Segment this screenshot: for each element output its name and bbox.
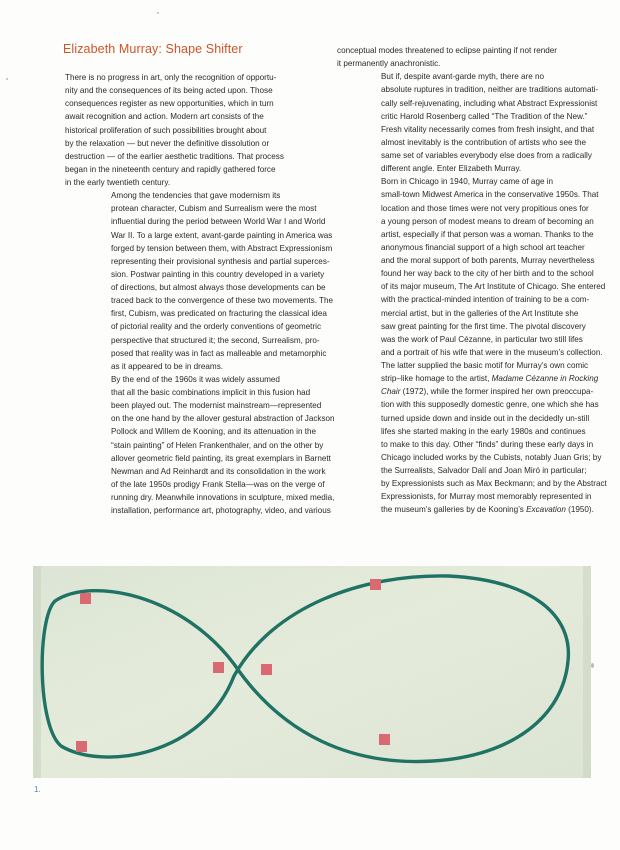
pink-square: [379, 734, 390, 745]
pink-square: [261, 664, 272, 675]
text-line: Pollock and Willem de Kooning, and its attenuation in the: [111, 427, 317, 437]
text-line: running dry. Meanwhile innovations in sculpture, mixed media,: [111, 493, 335, 502]
text-line: But if, despite avant-garde myth, there are no: [381, 72, 545, 82]
text-line: traced back to the convergence of these two movements. The: [111, 296, 334, 306]
text-line: and the moral support of both parents, Murray nevertheless: [381, 256, 595, 265]
text-line: of directions, but almost always those developments can be: [111, 283, 326, 292]
text-line: it permanently anachronistic.: [337, 59, 441, 69]
text-line: consequences register as new opportunities, which in turn: [65, 99, 274, 109]
text-line: by the relaxation — but never the definitive dissolution or: [65, 138, 270, 148]
paragraph: [65, 373, 335, 517]
text-line: of the late 1950s prodigy Frank Stella—was on the verge of: [111, 479, 325, 489]
artwork-infinity-painting: [33, 566, 591, 778]
text-line: of its major museum, The Art Institute of Chicago. She entered: [381, 282, 606, 292]
text-line: as it appeared to be in dreams.: [111, 361, 224, 371]
text-line: different angle. Enter Elizabeth Murray.: [381, 164, 522, 174]
text-line: with the practical-minded intention of training to be a com-: [381, 295, 590, 305]
text-line: Chair (1972), while the former inspired her own preoccupa-: [381, 387, 594, 397]
text-line: nity and the consequences of its being acted upon. Those: [65, 86, 273, 96]
text-line: anonymous financial support of a high school art teacher: [381, 242, 585, 252]
text-line: location and those times were not very propitious ones for: [381, 203, 589, 213]
text-line: mercial artist, but in the galleries of the Art Institute she: [381, 308, 579, 318]
text-line: forged by tension between them, with Abstract Expressionism: [111, 243, 333, 253]
text-line: Expressionists, for Murray most memorably represented in: [381, 492, 592, 502]
text-line: in the early twentieth century.: [65, 178, 171, 187]
text-line: War II. To a large extent, avant-garde painting in America was: [111, 230, 333, 240]
pink-square: [213, 662, 224, 673]
text-line: began in the nineteenth century and rapidly gathered force: [65, 164, 276, 174]
text-line: protean character, Cubism and Surrealism were the most: [111, 204, 317, 214]
text-line: influential during the period between World War I and World: [111, 217, 326, 227]
text-line: posed that reality was in fact as malleable and metamorphic: [111, 348, 327, 358]
text-line: and a portrait of his wife that were in the museum’s collection.: [381, 347, 603, 357]
text-line: was the work of Paul Cézanne, in particular two still lifes: [381, 334, 583, 344]
text-line: the Surrealists, Salvador Dalí and Joan Miró in particular;: [381, 466, 587, 475]
text-line: Fresh vitality necessarily comes from fresh insight, and that: [381, 124, 595, 134]
text-line: strip–like homage to the artist, Madame Cézanne in Rocking: [381, 374, 599, 384]
text-line: Among the tendencies that gave modernism its: [111, 191, 281, 201]
text-line: “stain painting” of Helen Frankenthaler, and on the other by: [111, 440, 324, 450]
text-line: allover geometric field painting, its great exemplars in Barnett: [111, 453, 331, 463]
paragraph: [337, 175, 607, 516]
text-line: representing their provisional synthesis and partial superces-: [111, 256, 330, 266]
text-line: Chicago included works by the Cubists, notably Juan Gris; by: [381, 452, 602, 462]
paragraph: [337, 70, 599, 175]
text-line: The latter supplied the basic motif for Murray’s own comic: [381, 361, 589, 370]
text-line: tion with this supposedly domestic genre, one which she has: [381, 400, 599, 410]
canvas-texture: [33, 566, 591, 778]
canvas-edge: [33, 566, 41, 778]
left-text-column: [65, 71, 335, 517]
text-line: destruction — of the earlier aesthetic traditions. That process: [65, 151, 284, 161]
text-line: There is no progress in art, only the recognition of opportu-: [65, 73, 277, 82]
text-line: a young person of modest means to dream of becoming an: [381, 216, 594, 226]
text-line: sion. Postwar painting in this country developed in a variety: [111, 269, 325, 279]
right-text-column: [337, 44, 607, 517]
print-speck: [157, 12, 159, 14]
text-line: first, Cubism, was predicated on fracturing the classical idea: [111, 309, 327, 319]
canvas-edge: [583, 566, 591, 778]
text-line: saw great painting for the first time. The pivotal discovery: [381, 321, 586, 331]
text-line: historical proliferation of such possibilities brought about: [65, 125, 267, 135]
text-line: same set of variables everybody else does from a radically: [381, 151, 592, 160]
text-line: by Expressionists such as Max Beckmann; and by the Abstract: [381, 479, 607, 489]
pink-square: [370, 579, 381, 590]
text-line: of pictorial reality and the orderly conventions of geometric: [111, 322, 322, 332]
text-line: perspective that structured it; the second, Surrealism, pro-: [111, 335, 320, 345]
text-line: By the end of the 1960s it was widely assumed: [111, 374, 280, 384]
pink-square: [80, 593, 91, 604]
text-line: artist, especially if that person was a woman. Thanks to the: [381, 229, 594, 239]
figure-number: 1.: [34, 785, 41, 794]
text-line: to make to this day. Other “finds” during these early days in: [381, 439, 594, 449]
text-line: on the one hand by the allover gestural abstraction of Jackson: [111, 414, 335, 424]
text-line: that all the basic combinations implicit in this fusion had: [111, 388, 311, 397]
text-line: been played out. The modernist mainstream—represented: [111, 401, 322, 411]
text-line: almost inevitably is the contribution of artists who see the: [381, 137, 587, 147]
text-line: absolute ruptures in tradition, neither are traditions automati-: [381, 85, 599, 95]
text-line: small-town Midwest America in the conservative 1950s. That: [381, 190, 599, 200]
paragraph: [65, 189, 334, 373]
text-line: Newman and Ad Reinhardt and its consolidation in the work: [111, 466, 326, 476]
text-line: installation, performance art, photography, video, and various: [111, 506, 331, 516]
text-line: Born in Chicago in 1940, Murray came of age in: [381, 177, 554, 187]
paragraph: [337, 44, 591, 70]
print-speck: [6, 78, 8, 80]
pink-square: [76, 741, 87, 752]
text-line: the museum’s galleries by de Kooning’s Excavation (1950).: [381, 505, 594, 515]
paragraph: [65, 71, 317, 189]
article-title: Elizabeth Murray: Shape Shifter: [63, 42, 243, 56]
print-speck: [591, 663, 594, 668]
text-line: lifes she started making in the early 1980s and continues: [381, 426, 586, 436]
text-line: cally self-rejuvenating, including what Abstract Expressionist: [381, 98, 598, 108]
text-line: conceptual modes threatened to eclipse painting if not render: [337, 46, 557, 55]
text-line: found her way back to the city of her birth and to the school: [381, 269, 594, 279]
text-line: turned upside down and inside out in the decidedly un-still: [381, 413, 590, 423]
text-line: critic Harold Rosenberg called “The Tradition of the New.”: [381, 111, 588, 121]
text-line: await recognition and action. Modern art consists of the: [65, 112, 264, 122]
